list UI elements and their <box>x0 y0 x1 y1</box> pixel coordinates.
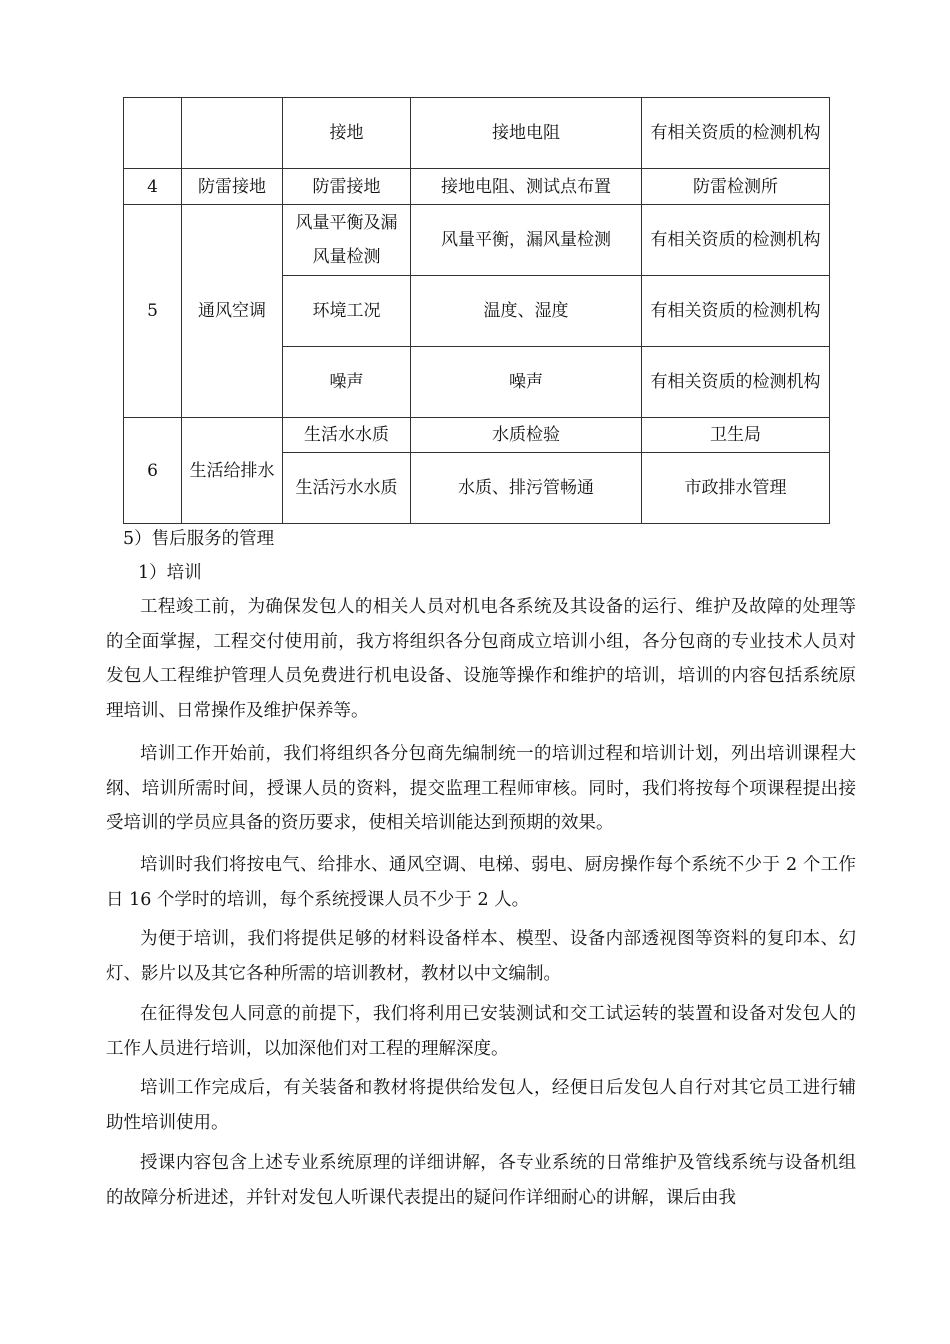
paragraph: 工程竣工前，为确保发包人的相关人员对机电各系统及其设备的运行、维护及故障的处理等的全面掌握，工程交付使用前，我方将组织各分包商成立培训小组，各分包商的专业技术人员对发包人工程维护管理人员免费进行机电设备、设施等操作和维护的培训，培训的内容包括系统原理培训、日常操作及维护保养等。 <box>106 597 856 721</box>
table-cell: 有相关资质的检测机构 <box>642 98 830 169</box>
table-cell: 环境工况 <box>283 276 411 347</box>
table-cell <box>124 98 182 169</box>
table-cell: 6 <box>124 418 182 524</box>
table-cell: 市政排水管理 <box>642 453 830 524</box>
sub-heading: 1）培训 <box>138 563 202 583</box>
table-cell: 噪声 <box>411 347 642 418</box>
table-cell: 有相关资质的检测机构 <box>642 347 830 418</box>
table-cell: 防雷接地 <box>283 169 411 205</box>
table-row <box>124 205 830 276</box>
table-cell: 有相关资质的检测机构 <box>642 276 830 347</box>
table-cell: 噪声 <box>283 347 411 418</box>
paragraph: 培训时我们将按电气、给排水、通风空调、电梯、弱电、厨房操作每个系统不少于 2 个工作日 16 个学时的培训，每个系统授课人员不少于 2 人。 <box>106 855 856 910</box>
paragraph: 培训工作完成后，有关装备和教材将提供给发包人，经便日后发包人自行对其它员工进行辅助性培训使用。 <box>106 1078 856 1133</box>
paragraph: 在征得发包人同意的前提下，我们将利用已安装测试和交工试运转的装置和设备对发包人的工作人员进行培训，以加深他们对工程的理解深度。 <box>106 1004 856 1059</box>
table-cell: 水质检验 <box>411 418 642 453</box>
table-cell: 风量平衡，漏风量检测 <box>411 205 642 276</box>
table-cell <box>182 98 283 169</box>
table-cell: 防雷接地 <box>182 169 283 205</box>
table-cell: 4 <box>124 169 182 205</box>
table-cell: 水质、排污管畅通 <box>411 453 642 524</box>
table-cell: 防雷检测所 <box>642 169 830 205</box>
section-heading: 5）售后服务的管理 <box>123 529 275 549</box>
table-cell: 生活污水水质 <box>283 453 411 524</box>
table-row <box>124 418 830 453</box>
table-cell: 风量平衡及漏风量检测 <box>283 205 411 276</box>
table-cell: 温度、湿度 <box>411 276 642 347</box>
table-cell: 生活水水质 <box>283 418 411 453</box>
paragraph: 为便于培训，我们将提供足够的材料设备样本、模型、设备内部透视图等资料的复印本、幻灯、影片以及其它各种所需的培训教材，教材以中文编制。 <box>106 929 856 984</box>
table-cell: 通风空调 <box>182 205 283 418</box>
table-row <box>124 98 830 169</box>
table-cell: 有相关资质的检测机构 <box>642 205 830 276</box>
table-cell: 生活给排水 <box>182 418 283 524</box>
paragraph: 授课内容包含上述专业系统原理的详细讲解，各专业系统的日常维护及管线系统与设备机组的故障分析进述，并针对发包人听课代表提出的疑问作详细耐心的讲解，课后由我 <box>106 1153 856 1208</box>
paragraph: 培训工作开始前，我们将组织各分包商先编制统一的培训过程和培训计划，列出培训课程大纲、培训所需时间，授课人员的资料，提交监理工程师审核。同时，我们将按每个项课程提出接受培训的学员应具备的资历要求，使相关培训能达到预期的效果。 <box>106 744 856 833</box>
table-cell: 接地电阻 <box>411 98 642 169</box>
table-cell: 卫生局 <box>642 418 830 453</box>
table-cell: 接地电阻、测试点布置 <box>411 169 642 205</box>
table-row <box>124 169 830 205</box>
table-cell: 接地 <box>283 98 411 169</box>
inspection-table <box>123 97 830 524</box>
table-cell: 5 <box>124 205 182 418</box>
